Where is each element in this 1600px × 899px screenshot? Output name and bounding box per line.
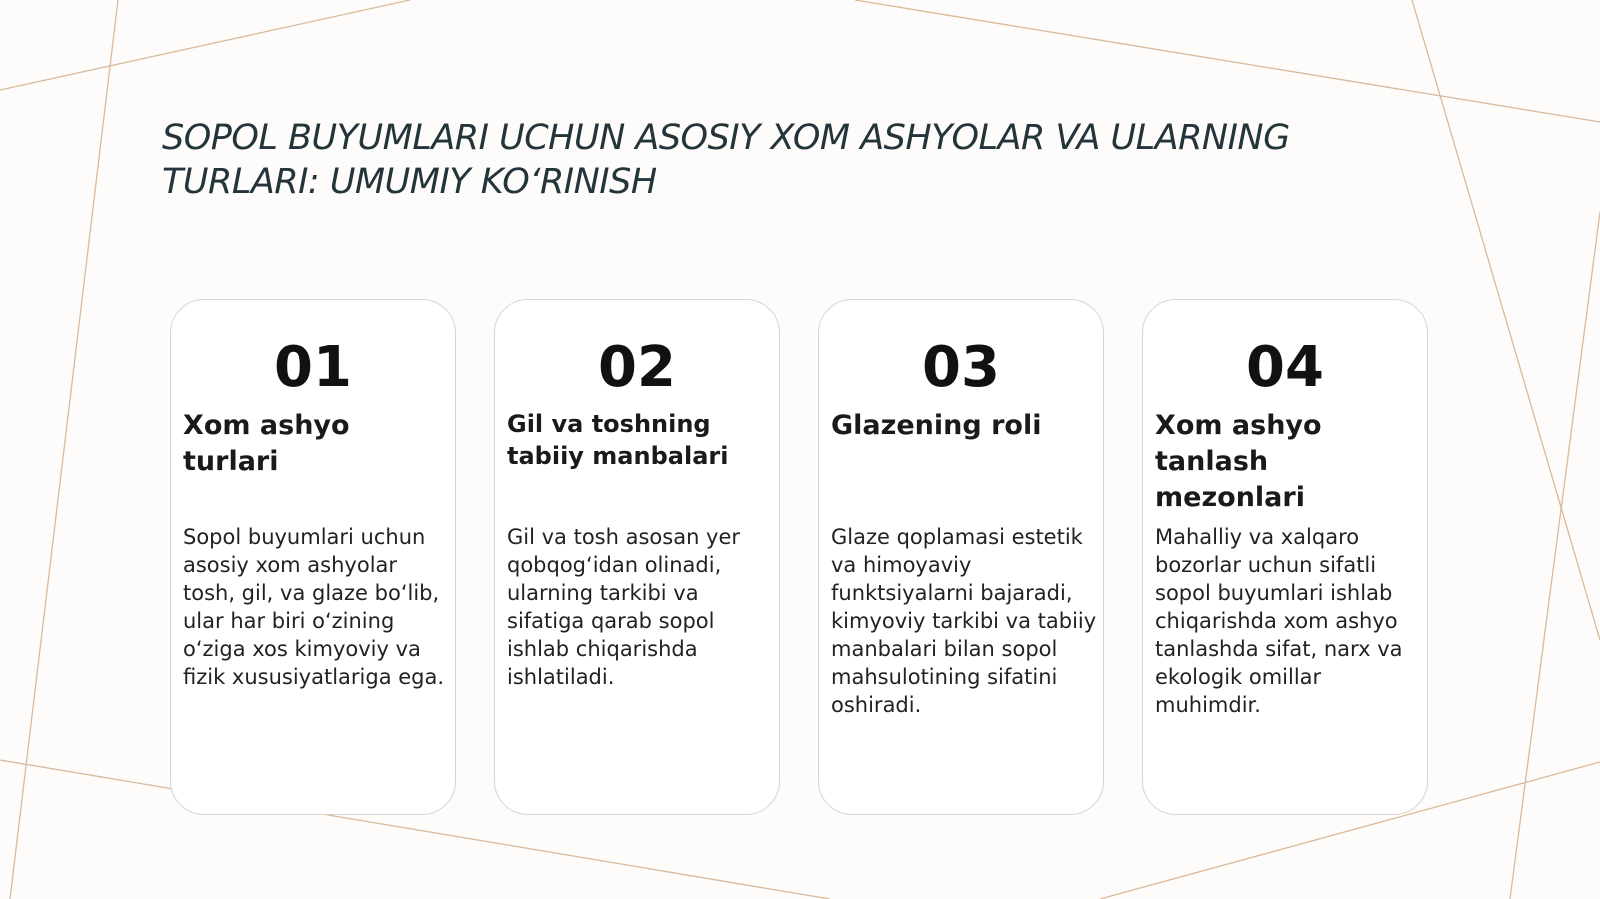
- card-number: 01: [274, 335, 352, 400]
- card-heading: Glazening roli: [831, 410, 1042, 441]
- card-heading: Xom ashyo turlari: [183, 410, 350, 477]
- card-heading: Gil va toshning tabiiy manbalari: [507, 410, 729, 470]
- card-number: 03: [922, 335, 1000, 400]
- card-heading: Xom ashyo tanlash mezonlari: [1155, 410, 1322, 513]
- page-title: SOPOL BUYUMLARI UCHUN ASOSIY XOM ASHYOLAR VA ULARNING TURLARI: UMUMIY KO‘RINISH: [162, 118, 1290, 202]
- card-body: Sopol buyumlari uchun asosiy xom ashyolar tosh, gil, va glaze bo‘lib, ular har biri o‘zining o‘ziga xos kimyoviy va fizik xususiyatlariga ega.: [183, 525, 445, 689]
- card-01: [170, 299, 456, 815]
- card-body: Glaze qoplamasi estetik va himoyaviy funktsiyalarni bajaradi, kimyoviy tarkibi va tabiiy manbalari bilan sopol mahsulotining sifatini oshiradi.: [831, 525, 1097, 717]
- card-body: Gil va tosh asosan yer qobqog‘idan olinadi, ularning tarkibi va sifatiga qarab sopol ishlab chiqarishda ishlatiladi.: [507, 525, 741, 689]
- card-03: [818, 299, 1104, 815]
- card-04: [1142, 299, 1428, 815]
- card-number: 02: [598, 335, 676, 400]
- card-number: 04: [1246, 335, 1324, 400]
- card-body: Mahalliy va xalqaro bozorlar uchun sifatli sopol buyumlari ishlab chiqarishda xom ashyo tanlashda sifat, narx va ekologik omillar muhimdir.: [1155, 525, 1403, 717]
- card-02: [494, 299, 780, 815]
